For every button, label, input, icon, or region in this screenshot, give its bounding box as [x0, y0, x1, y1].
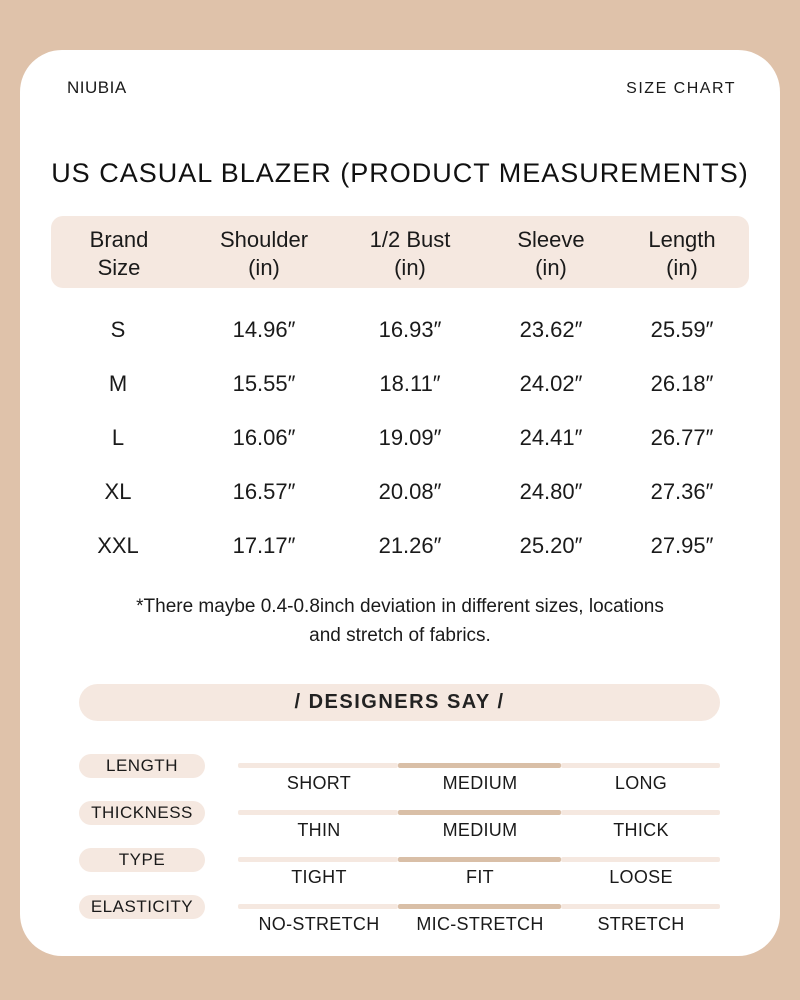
scale-bar-selected [398, 857, 561, 862]
sleeve-cell: 24.80″ [519, 479, 583, 504]
size-cell: S [110, 317, 126, 342]
length-cell: 26.77″ [650, 425, 714, 450]
length-cell: 27.95″ [650, 533, 714, 558]
option-stretch: STRETCH [597, 914, 685, 934]
page-title: US CASUAL BLAZER (PRODUCT MEASUREMENTS) [51, 158, 749, 188]
header-sleeve: Sleeve (in) [517, 227, 585, 280]
header-shoulder: Shoulder (in) [219, 227, 309, 280]
option-tight: TIGHT [291, 867, 347, 887]
attr-label-length: LENGTH [79, 754, 205, 778]
option-medium: MEDIUM [442, 773, 518, 793]
option-loose: LOOSE [609, 867, 673, 887]
attr-label-thickness: THICKNESS [79, 801, 205, 825]
size-cell: XL [104, 479, 132, 504]
table-row [20, 531, 780, 561]
length-cell: 26.18″ [650, 371, 714, 396]
sleeve-cell: 24.41″ [519, 425, 583, 450]
deviation-note: *There maybe 0.4-0.8inch deviation in different sizes, locations and stretch of fabrics. [136, 596, 664, 646]
scale-bar-segment [238, 810, 398, 815]
bust-cell: 20.08″ [378, 479, 442, 504]
scale-bar-selected [398, 763, 561, 768]
header-bust: 1/2 Bust (in) [369, 227, 451, 280]
scale-bar-segment [238, 904, 398, 909]
scale-bar-segment [561, 904, 720, 909]
size-chart-label: SIZE CHART [626, 80, 736, 97]
scale-bar-segment [238, 763, 398, 768]
scale-bar-segment [561, 810, 720, 815]
option-fit: FIT [466, 867, 494, 887]
table-row [20, 369, 780, 399]
size-chart-card [20, 50, 780, 956]
shoulder-cell: 16.06″ [232, 425, 296, 450]
table-header [51, 216, 749, 288]
bust-cell: 18.11″ [379, 371, 441, 396]
size-cell: M [108, 371, 128, 396]
sleeve-cell: 24.02″ [519, 371, 583, 396]
size-cell: L [111, 425, 125, 450]
attr-label-type: TYPE [79, 848, 205, 872]
bust-cell: 19.09″ [378, 425, 442, 450]
table-row [20, 315, 780, 345]
option-medium: MEDIUM [442, 820, 518, 840]
option-long: LONG [614, 773, 668, 793]
header-length: Length (in) [648, 227, 716, 280]
length-cell: 25.59″ [650, 317, 714, 342]
option-mic-stretch: MIC-STRETCH [416, 914, 544, 934]
bust-cell: 16.93″ [378, 317, 442, 342]
shoulder-cell: 14.96″ [232, 317, 296, 342]
scale-bar-segment [561, 857, 720, 862]
designers-say-banner: / DESIGNERS SAY / [79, 684, 720, 721]
size-cell: XXL [97, 533, 139, 558]
table-row [20, 423, 780, 453]
shoulder-cell: 15.55″ [232, 371, 296, 396]
table-row [20, 477, 780, 507]
option-no-stretch: NO-STRETCH [258, 914, 380, 934]
header-brand-size: Brand Size [89, 227, 149, 280]
shoulder-cell: 17.17″ [232, 533, 296, 558]
sleeve-cell: 23.62″ [519, 317, 583, 342]
option-short: SHORT [286, 773, 352, 793]
attr-label-elasticity: ELASTICITY [79, 895, 205, 919]
length-cell: 27.36″ [650, 479, 714, 504]
scale-bar-selected [398, 904, 561, 909]
brand-name: NIUBIA [67, 78, 127, 97]
shoulder-cell: 16.57″ [232, 479, 296, 504]
option-thin: THIN [297, 820, 341, 840]
scale-bar-segment [238, 857, 398, 862]
scale-bar-selected [398, 810, 561, 815]
option-thick: THICK [613, 820, 669, 840]
bust-cell: 21.26″ [378, 533, 442, 558]
sleeve-cell: 25.20″ [519, 533, 583, 558]
scale-bar-segment [561, 763, 720, 768]
